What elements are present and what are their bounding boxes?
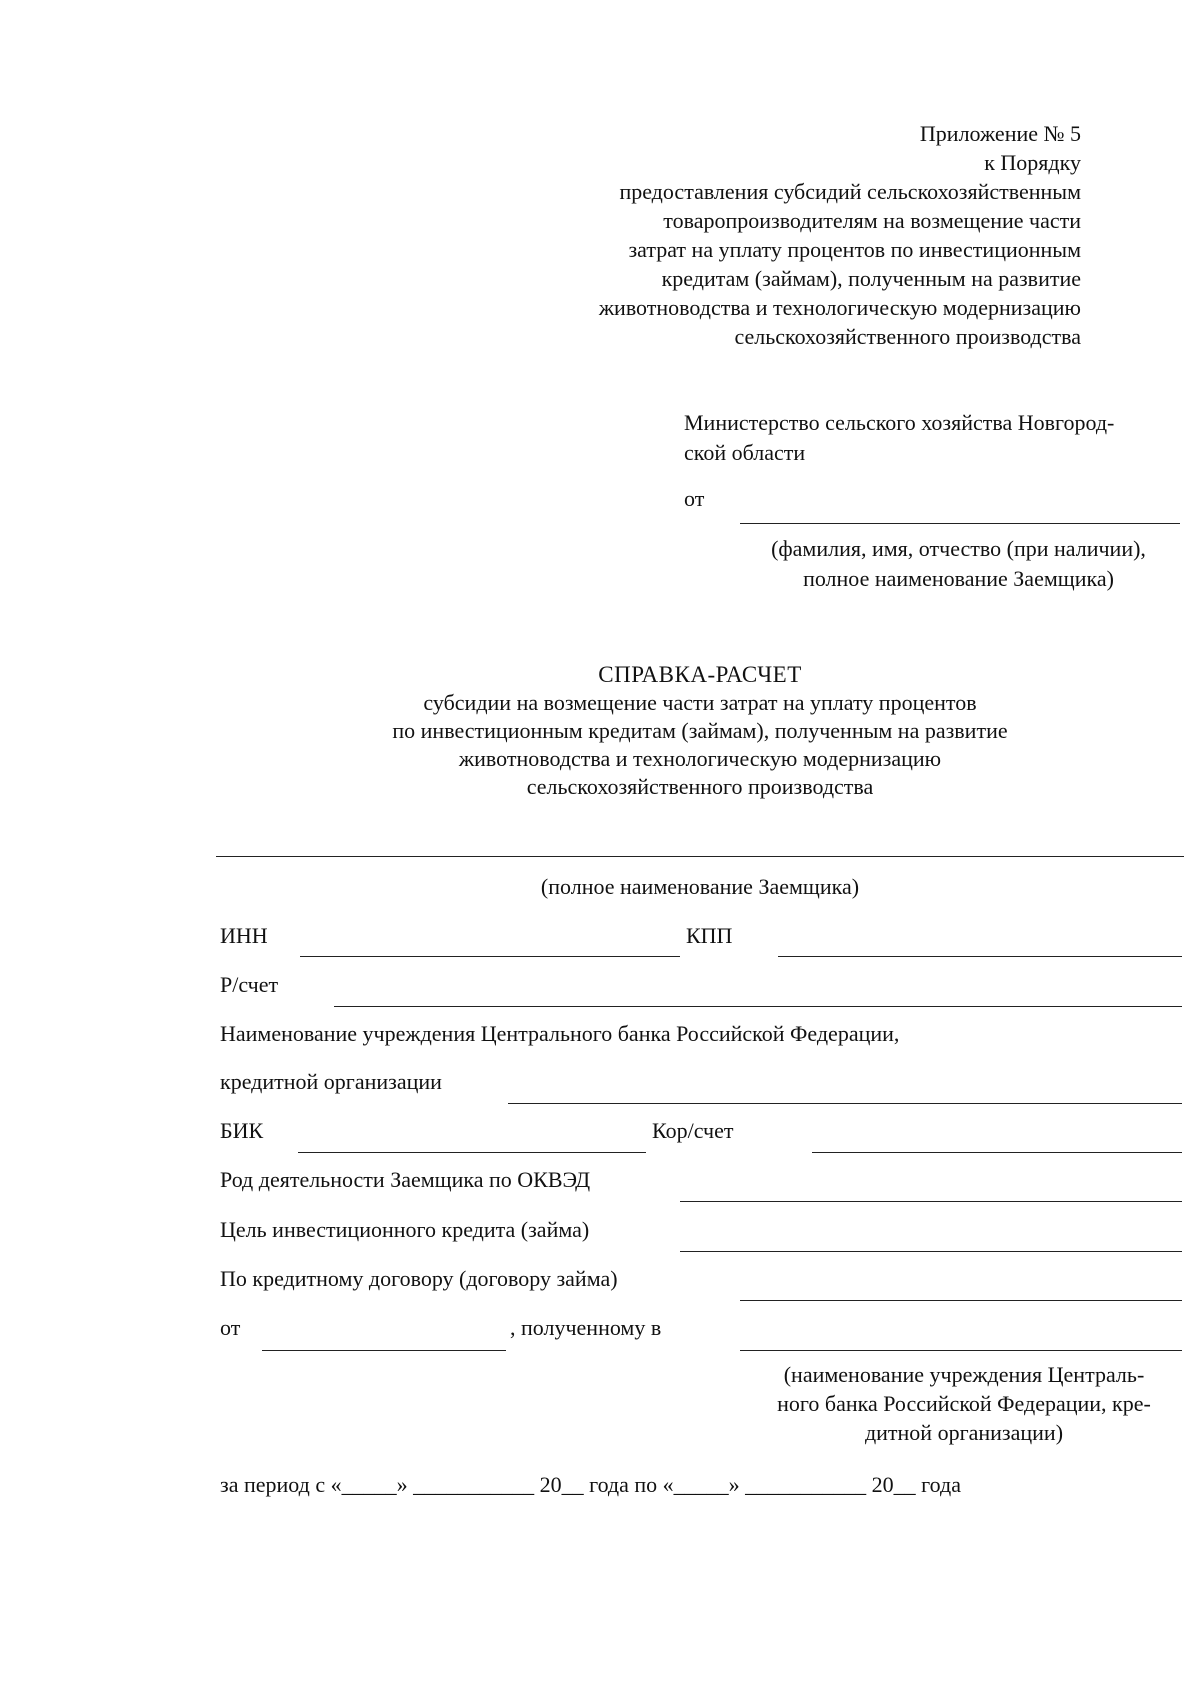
appendix-line: к Порядку <box>984 150 1081 175</box>
appendix-header <box>481 119 1081 351</box>
kpp-label: КПП <box>686 923 733 948</box>
appendix-line: сельскохозяйственного производства <box>734 324 1081 349</box>
inn-field[interactable] <box>300 956 680 957</box>
caption-line: полное наименование Заемщика) <box>803 566 1114 591</box>
contract-date-field[interactable] <box>262 1350 506 1351</box>
caption-line: (фамилия, имя, отчество (при наличии), <box>771 536 1146 561</box>
bank-field[interactable] <box>508 1103 1182 1104</box>
title-line: субсидии на возмещение части затрат на уплату процентов <box>423 690 977 715</box>
from-field[interactable] <box>740 523 1180 524</box>
okved-label: Род деятельности Заемщика по ОКВЭД <box>220 1167 591 1192</box>
appendix-line: Приложение № 5 <box>919 121 1081 146</box>
addressee-line: ской области <box>684 440 806 465</box>
received-in-field[interactable] <box>740 1350 1182 1351</box>
received-in-caption <box>744 1360 1184 1447</box>
title-line: по инвестиционным кредитам (займам), полученным на развитие <box>392 718 1008 743</box>
bik-label: БИК <box>220 1118 264 1143</box>
purpose-label: Цель инвестиционного кредита (займа) <box>220 1217 590 1242</box>
title-line: сельскохозяйственного производства <box>526 774 874 799</box>
contract-label: По кредитному договору (договору займа) <box>220 1266 618 1291</box>
contract-field[interactable] <box>740 1300 1182 1301</box>
okved-field[interactable] <box>680 1201 1182 1202</box>
bank-label: Наименование учреждения Центрального банка Российской Федерации, <box>220 1021 900 1046</box>
borrower-name-caption: (полное наименование Заемщика) <box>540 874 860 899</box>
account-label: Р/счет <box>220 972 279 997</box>
title-heading: СПРАВКА-РАСЧЕТ <box>598 662 802 687</box>
bank-label-continued: кредитной организации <box>220 1069 442 1094</box>
contract-from-label: от <box>220 1315 241 1340</box>
caption-line: (наименование учреждения Централь- <box>783 1362 1145 1387</box>
corr-account-field[interactable] <box>812 1152 1182 1153</box>
appendix-line: затрат на уплату процентов по инвестиционным <box>628 237 1081 262</box>
document-title <box>300 661 1100 801</box>
borrower-name-field[interactable] <box>216 856 1184 857</box>
appendix-line: кредитам (займам), полученным на развитие <box>661 266 1081 291</box>
kpp-field[interactable] <box>778 956 1182 957</box>
appendix-line: товаропроизводителям на возмещение части <box>663 208 1081 233</box>
appendix-line: предоставления субсидий сельскохозяйственным <box>619 179 1081 204</box>
title-line: животноводства и технологическую модернизацию <box>458 746 942 771</box>
from-field-caption <box>736 534 1181 594</box>
bik-field[interactable] <box>298 1152 646 1153</box>
addressee-block <box>684 408 1184 468</box>
period-line: за период с «_____» ___________ 20__ года по «_____» ___________ 20__ года <box>220 1472 961 1497</box>
caption-line: ного банка Российской Федерации, кре- <box>777 1391 1151 1416</box>
caption-line: дитной организации) <box>864 1420 1064 1445</box>
from-label: от <box>684 486 705 511</box>
inn-label: ИНН <box>220 923 268 948</box>
account-field[interactable] <box>334 1006 1182 1007</box>
addressee-line: Министерство сельского хозяйства Новгород- <box>684 410 1115 435</box>
purpose-field[interactable] <box>680 1251 1182 1252</box>
appendix-line: животноводства и технологическую модернизацию <box>598 295 1081 320</box>
received-in-label: , полученному в <box>510 1315 662 1340</box>
corr-account-label: Кор/счет <box>652 1118 734 1143</box>
